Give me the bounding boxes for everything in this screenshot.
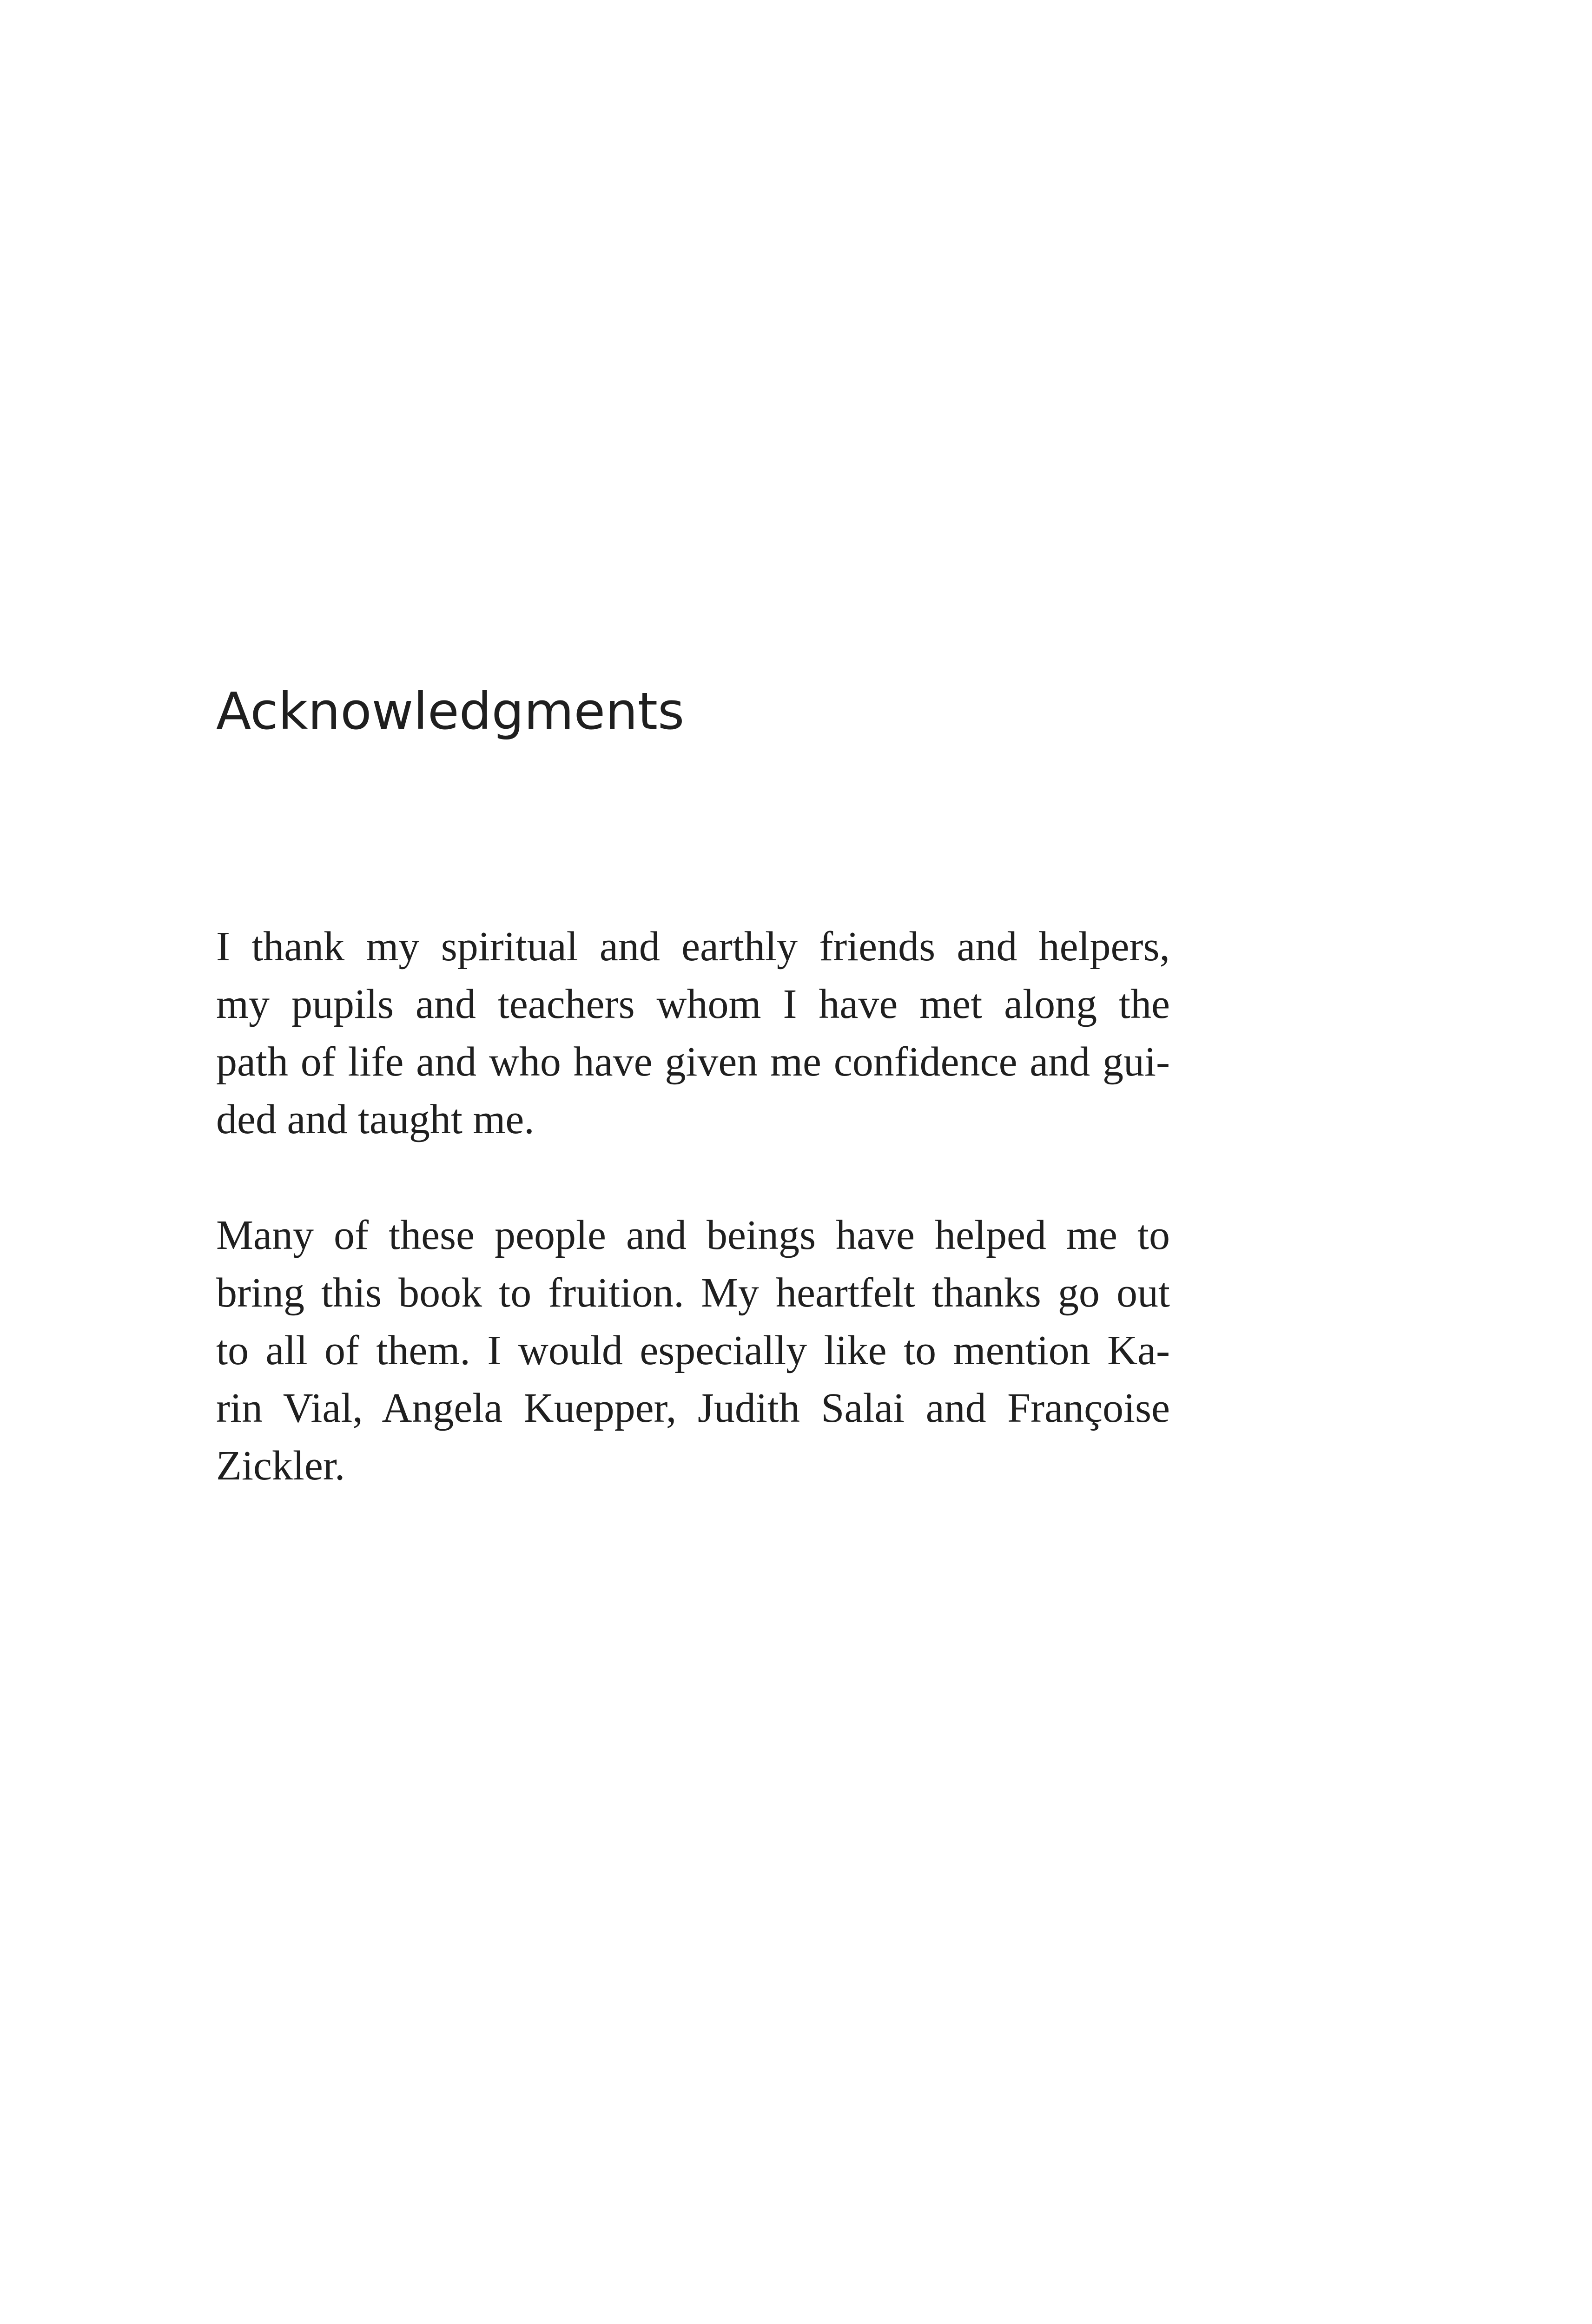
paragraph-line: to all of them. I would especially like to mention Ka- xyxy=(216,1327,1170,1373)
paragraph-line: rin Vial, Angela Kuepper, Judith Salai and Françoise xyxy=(216,1385,1170,1431)
page-title: Acknowledgments xyxy=(216,681,685,741)
paragraph-line: Many of these people and beings have helped me to xyxy=(216,1212,1170,1258)
paragraph-line: Zickler. xyxy=(216,1443,345,1489)
paragraph-line: my pupils and teachers whom I have met along the xyxy=(216,981,1170,1027)
paragraph-line: I thank my spiritual and earthly friends and helpers, xyxy=(216,924,1170,970)
paragraph-line: ded and taught me. xyxy=(216,1096,535,1142)
paragraph-2 xyxy=(216,1207,1170,1495)
paragraph-1 xyxy=(216,918,1170,1149)
paragraph-line: path of life and who have given me confidence and gui- xyxy=(216,1039,1170,1085)
paragraph-line: bring this book to fruition. My heartfelt thanks go out xyxy=(216,1270,1170,1316)
